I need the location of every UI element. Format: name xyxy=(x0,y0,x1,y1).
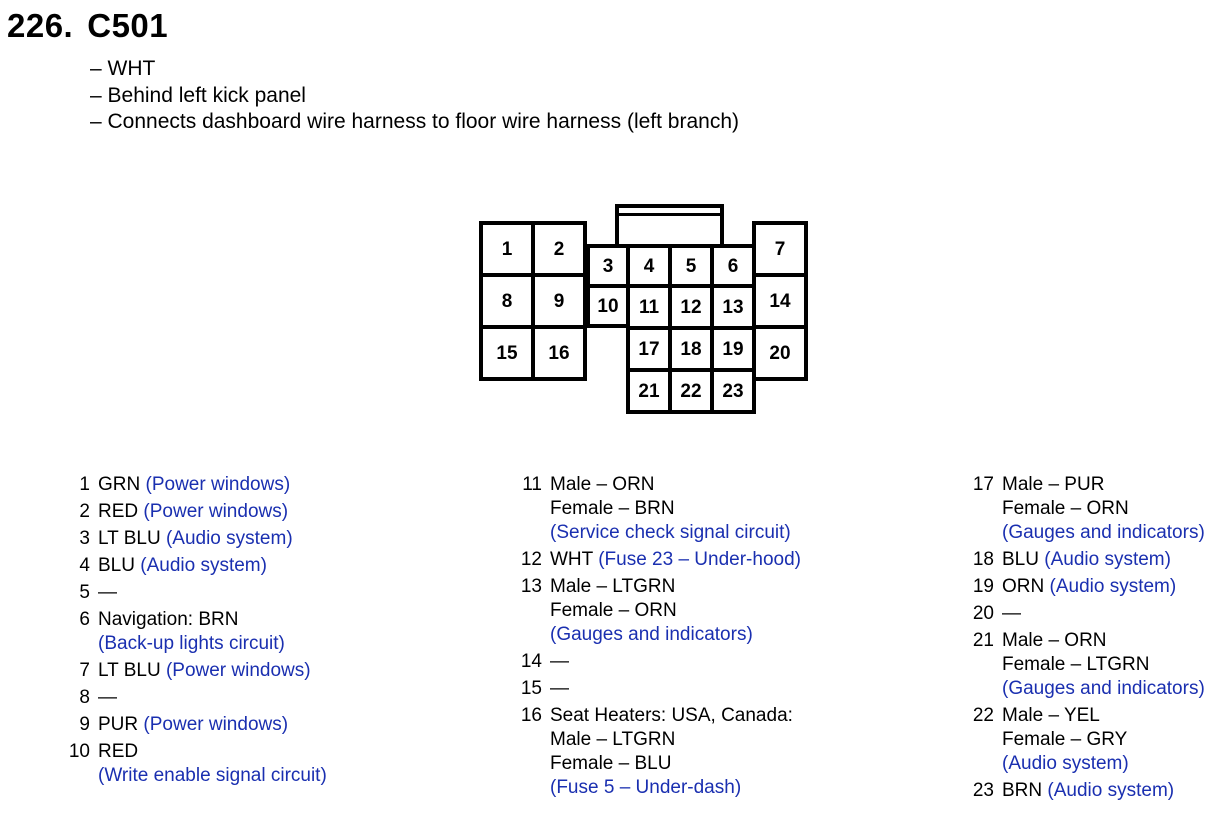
pin-line xyxy=(1002,575,1176,599)
pin-line xyxy=(1002,629,1205,653)
pin-line xyxy=(98,500,288,524)
pin-description xyxy=(1002,473,1205,545)
connector-latch-inner xyxy=(615,213,724,248)
circuit-description: (Power windows) xyxy=(145,474,291,495)
pin-line xyxy=(550,575,753,599)
pin-cell: 12 xyxy=(668,284,714,330)
circuit-description: (Audio system) xyxy=(1047,780,1175,801)
pin-cell: 21 xyxy=(626,368,672,414)
pin-line xyxy=(98,554,267,578)
connector-id: C501 xyxy=(87,7,169,44)
pin-description xyxy=(98,581,117,605)
pin-description xyxy=(98,659,311,683)
pin-cell: 9 xyxy=(531,273,587,329)
pin-line xyxy=(1002,602,1021,626)
circuit-description: (Audio system) xyxy=(1002,753,1129,774)
pin-list-middle xyxy=(508,473,801,803)
wire-color: RED xyxy=(98,741,139,762)
pin-list-right xyxy=(960,473,1205,806)
pin-description xyxy=(1002,704,1129,776)
connector-diagram xyxy=(479,204,809,416)
pin-line xyxy=(550,728,793,752)
wire-color: LT BLU xyxy=(98,660,161,681)
circuit-description: (Service check signal circuit) xyxy=(550,522,791,543)
pin-line xyxy=(1002,752,1129,776)
pin-cell: 16 xyxy=(531,325,587,381)
pin-cell: 10 xyxy=(586,284,630,328)
wire-color: Male – PUR xyxy=(1002,474,1105,495)
wire-color: BRN xyxy=(1002,780,1043,801)
pin-number: 11 xyxy=(522,474,542,495)
pin-number: 17 xyxy=(972,474,994,495)
wire-color: Male – ORN xyxy=(550,474,655,495)
pin-line xyxy=(98,659,311,683)
circuit-description: (Audio system) xyxy=(165,528,293,549)
wire-color: Male – LTGRN xyxy=(550,576,676,597)
pin-cell: 11 xyxy=(626,284,672,330)
pin-description xyxy=(1002,548,1171,572)
pin-description xyxy=(550,677,569,701)
pin-entry xyxy=(60,608,327,656)
pin-line xyxy=(550,548,801,572)
pin-description xyxy=(1002,629,1205,701)
wire-color: Female – LTGRN xyxy=(1002,654,1150,675)
circuit-description: (Gauges and indicators) xyxy=(1002,522,1205,543)
pin-entry xyxy=(960,548,1205,572)
pin-number: 5 xyxy=(79,582,90,603)
pin-cell: 17 xyxy=(626,326,672,372)
wire-color: PUR xyxy=(98,714,139,735)
pin-line xyxy=(98,473,290,497)
pin-description xyxy=(98,527,293,551)
pin-description xyxy=(1002,779,1174,803)
pin-line xyxy=(98,764,327,788)
page-title xyxy=(7,6,168,46)
circuit-description: (Fuse 23 – Under-hood) xyxy=(598,549,801,570)
pin-line xyxy=(550,623,753,647)
pin-line xyxy=(550,599,753,623)
pin-number: 20 xyxy=(972,603,994,624)
pin-cell: 15 xyxy=(479,325,535,381)
note-connection: – Connects dashboard wire harness to floor wire harness (left branch) xyxy=(90,110,739,133)
pin-cell: 19 xyxy=(710,326,756,372)
pin-entry xyxy=(960,473,1205,545)
pin-line xyxy=(98,581,117,605)
circuit-description: (Fuse 5 – Under-dash) xyxy=(550,777,742,798)
pin-line xyxy=(1002,473,1205,497)
pin-entry xyxy=(60,686,327,710)
circuit-description: (Audio system) xyxy=(1049,576,1177,597)
pin-entry xyxy=(508,548,801,572)
wire-color: WHT xyxy=(550,549,593,570)
pin-description xyxy=(550,473,791,545)
circuit-description: (Power windows) xyxy=(165,660,311,681)
pin-description xyxy=(550,704,793,800)
pin-entry xyxy=(960,629,1205,701)
circuit-description: (Audio system) xyxy=(1044,549,1171,570)
wire-color: Male – LTGRN xyxy=(550,729,676,750)
pin-line xyxy=(1002,548,1171,572)
wire-color: Female – GRY xyxy=(1002,729,1128,750)
pin-description xyxy=(98,608,285,656)
note-color: – WHT xyxy=(90,57,156,80)
pin-cell: 6 xyxy=(710,244,756,288)
section-number: 226. xyxy=(7,7,74,44)
wire-color: BLU xyxy=(1002,549,1039,570)
pin-description xyxy=(98,473,290,497)
pin-number: 15 xyxy=(520,678,542,699)
wire-color: — xyxy=(98,687,117,708)
circuit-description: (Gauges and indicators) xyxy=(1002,678,1205,699)
pin-line xyxy=(550,677,569,701)
wire-color: Female – ORN xyxy=(550,600,677,621)
wire-color: RED xyxy=(98,501,139,522)
pin-line xyxy=(550,752,793,776)
pin-cell: 4 xyxy=(626,244,672,288)
wire-color: Female – BRN xyxy=(550,498,675,519)
pin-line xyxy=(1002,704,1129,728)
pin-line xyxy=(550,473,791,497)
circuit-description: (Audio system) xyxy=(140,555,267,576)
pin-entry xyxy=(60,473,327,497)
wire-color: GRN xyxy=(98,474,141,495)
pin-description xyxy=(98,554,267,578)
pin-number: 9 xyxy=(79,714,90,735)
wire-color: LT BLU xyxy=(98,528,161,549)
pin-description xyxy=(1002,602,1021,626)
pin-description xyxy=(550,548,801,572)
pin-number: 12 xyxy=(520,549,542,570)
pin-entry xyxy=(960,779,1205,803)
pin-entry xyxy=(60,659,327,683)
pin-list-left xyxy=(60,473,327,791)
connector-notes xyxy=(90,56,739,136)
pin-line xyxy=(550,704,793,728)
pin-entry xyxy=(508,677,801,701)
circuit-description: (Gauges and indicators) xyxy=(550,624,753,645)
pin-number: 3 xyxy=(79,528,90,549)
pin-entry xyxy=(960,704,1205,776)
pin-number: 22 xyxy=(972,705,994,726)
pin-number: 10 xyxy=(68,741,90,762)
wire-color: BLU xyxy=(98,555,135,576)
pin-number: 4 xyxy=(79,555,90,576)
pin-line xyxy=(98,608,285,632)
pin-entry xyxy=(60,740,327,788)
pin-entry xyxy=(60,554,327,578)
pin-entry xyxy=(508,704,801,800)
pin-number: 16 xyxy=(520,705,542,726)
note-location: – Behind left kick panel xyxy=(90,83,306,107)
pin-entry xyxy=(60,527,327,551)
pin-cell: 18 xyxy=(668,326,714,372)
pin-description xyxy=(550,650,569,674)
pin-number: 23 xyxy=(972,780,994,801)
wire-color: — xyxy=(550,678,569,699)
wire-color: Seat Heaters: USA, Canada: xyxy=(550,705,793,726)
circuit-description: (Power windows) xyxy=(143,501,289,522)
pin-number: 13 xyxy=(520,576,542,597)
pin-description xyxy=(98,500,288,524)
pin-entry xyxy=(60,713,327,737)
pin-line xyxy=(1002,521,1205,545)
pin-description xyxy=(98,713,288,737)
pin-cell: 1 xyxy=(479,221,535,277)
pin-cell: 20 xyxy=(752,325,808,381)
pin-cell: 2 xyxy=(531,221,587,277)
pin-number: 21 xyxy=(972,630,994,651)
pin-cell: 7 xyxy=(752,221,808,277)
pin-entry xyxy=(960,575,1205,599)
pin-line xyxy=(98,740,327,764)
pin-cell: 22 xyxy=(668,368,714,414)
pin-cell: 8 xyxy=(479,273,535,329)
pin-line xyxy=(98,632,285,656)
wire-color: ORN xyxy=(1002,576,1045,597)
pin-description xyxy=(550,575,753,647)
pin-line xyxy=(550,521,791,545)
wire-color: Male – YEL xyxy=(1002,705,1100,726)
circuit-description: (Power windows) xyxy=(143,714,289,735)
pin-entry xyxy=(960,602,1205,626)
pin-cell: 3 xyxy=(586,244,630,288)
pin-line xyxy=(98,713,288,737)
circuit-description: (Write enable signal circuit) xyxy=(98,765,327,786)
pin-line xyxy=(1002,779,1174,803)
pin-number: 19 xyxy=(972,576,994,597)
pin-number: 2 xyxy=(79,501,90,522)
wire-color: — xyxy=(98,582,117,603)
pin-description xyxy=(98,740,327,788)
pin-line xyxy=(550,650,569,674)
pin-entry xyxy=(60,581,327,605)
pin-number: 6 xyxy=(79,609,90,630)
wire-color: Navigation: BRN xyxy=(98,609,239,630)
pin-number: 18 xyxy=(972,549,994,570)
pin-number: 7 xyxy=(79,660,90,681)
pin-line xyxy=(1002,653,1205,677)
wire-color: — xyxy=(550,651,569,672)
pin-cell: 13 xyxy=(710,284,756,330)
pin-entry xyxy=(60,500,327,524)
pin-line xyxy=(550,776,793,800)
pin-line xyxy=(1002,677,1205,701)
wire-color: Female – BLU xyxy=(550,753,672,774)
pin-line xyxy=(98,527,293,551)
pin-line xyxy=(1002,497,1205,521)
pin-number: 14 xyxy=(520,651,542,672)
pin-line xyxy=(1002,728,1129,752)
wire-color: Female – ORN xyxy=(1002,498,1129,519)
pin-line xyxy=(98,686,117,710)
pin-entry xyxy=(508,575,801,647)
pin-entry xyxy=(508,473,801,545)
pin-number: 1 xyxy=(79,474,90,495)
pin-entry xyxy=(508,650,801,674)
wire-color: — xyxy=(1002,603,1021,624)
wire-color: Male – ORN xyxy=(1002,630,1107,651)
pin-description xyxy=(98,686,117,710)
pin-cell: 14 xyxy=(752,273,808,329)
pin-line xyxy=(550,497,791,521)
pin-cell: 23 xyxy=(710,368,756,414)
pin-number: 8 xyxy=(79,687,90,708)
circuit-description: (Back-up lights circuit) xyxy=(98,633,285,654)
pin-description xyxy=(1002,575,1176,599)
pin-cell: 5 xyxy=(668,244,714,288)
